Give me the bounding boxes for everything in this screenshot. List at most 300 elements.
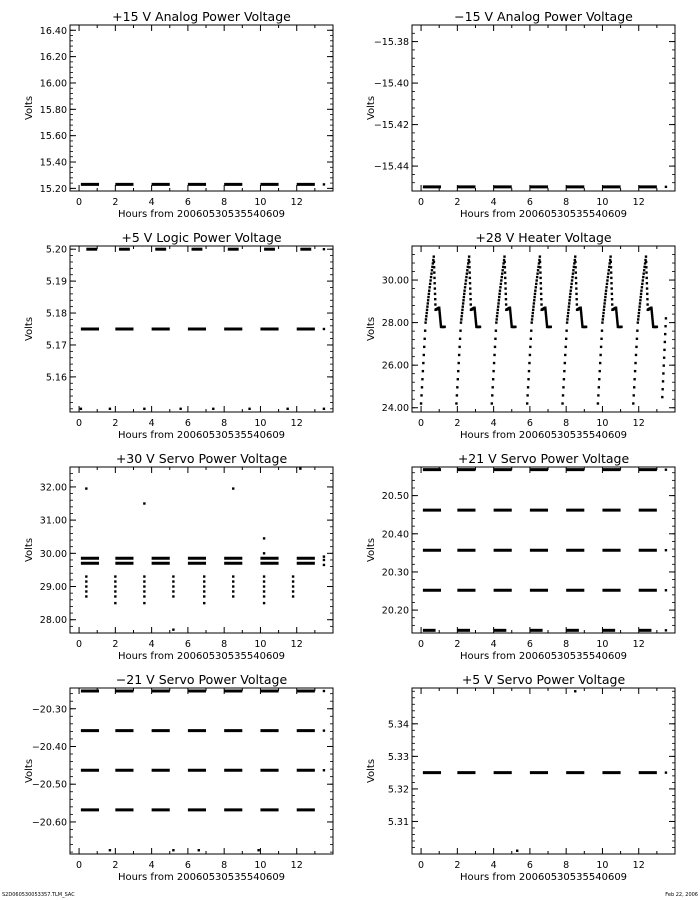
chart-panel-1 [24,9,333,220]
x-tick-label: 6 [184,197,191,208]
x-axis-label: Hours from 20060530535540609 [117,209,286,220]
data-point [461,312,463,314]
x-axis-label: Hours from 20060530535540609 [459,651,628,662]
data-point [575,271,577,273]
data-point [639,299,641,301]
x-axis-label: Hours from 20060530535540609 [459,209,628,220]
y-tick-label: 5.34 [387,719,409,731]
chart-title: +21 V Servo Power Voltage [457,451,630,466]
data-point [433,255,435,257]
x-tick-label: 12 [632,639,645,650]
y-tick-label: 29.00 [39,582,67,594]
data-point [433,261,435,263]
data-point [532,305,534,307]
data-point [491,402,493,404]
x-tick-label: 6 [526,418,533,429]
x-tick-label: 8 [563,639,570,650]
data-point [459,330,461,332]
data-point [572,272,574,274]
data-point [420,402,422,404]
data-point [537,269,539,271]
data-point [504,287,506,289]
data-point [575,277,577,279]
data-point [460,321,462,323]
data-point [567,315,569,317]
data-point [602,315,604,317]
data-point [505,303,507,305]
x-tick-label: 6 [184,860,191,871]
data-point [203,575,205,577]
data-point [639,302,641,304]
data-point [469,298,471,300]
data-point [540,293,542,295]
data-point [637,318,639,320]
data-point [641,283,643,285]
data-point [433,271,435,273]
data-point [494,338,496,340]
y-axis-label: Volts [366,95,377,121]
data-point [433,266,435,268]
data-point [605,293,607,295]
data-point [531,318,533,320]
data-point [423,346,425,348]
data-point [637,315,639,317]
y-tick-label: 30.00 [381,275,409,287]
data-point [497,305,499,307]
data-point [665,629,667,631]
data-point [458,362,460,364]
data-point [643,272,645,274]
data-point [232,487,234,489]
data-point [645,255,647,257]
chart-title: +30 V Servo Power Voltage [115,451,288,466]
data-point [468,261,470,263]
data-point [492,370,494,372]
data-point [526,402,528,404]
x-tick-label: 4 [490,418,497,429]
data-point [495,330,497,332]
data-point [533,299,535,301]
data-point [299,467,301,469]
data-point [143,580,145,582]
data-point [422,370,424,372]
data-point [203,590,205,592]
data-marks [423,468,667,631]
data-point [263,595,265,597]
data-point [570,286,572,288]
data-point [550,326,552,328]
data-point [501,272,503,274]
y-axis-label: Volts [366,758,377,784]
data-point [564,362,566,364]
x-tick-label: 10 [596,197,609,208]
x-axis-label: Hours from 20060530535540609 [117,430,286,441]
data-point [456,386,458,388]
chart-title: +15 V Analog Power Voltage [112,9,291,24]
data-point [610,282,612,284]
y-tick-label: −15.44 [373,161,409,173]
data-point [434,287,436,289]
y-axis-label: Volts [24,316,35,342]
data-point [514,326,516,328]
data-point [570,283,572,285]
data-point [504,282,506,284]
data-point [575,282,577,284]
y-axis-label: Volts [366,537,377,563]
data-point [203,585,205,587]
data-point [532,312,534,314]
data-point [611,298,613,300]
data-point [323,690,325,692]
data-point [232,580,234,582]
chart-panel-3 [24,230,333,441]
data-point [426,305,428,307]
data-point [636,330,638,332]
data-point [611,303,613,305]
y-tick-label: −15.40 [373,78,409,90]
data-point [85,580,87,582]
data-point [539,277,541,279]
data-point [114,595,116,597]
y-tick-label: 16.00 [39,78,67,90]
data-point [637,321,639,323]
data-point [457,378,459,380]
data-point [567,312,569,314]
data-point [640,289,642,291]
data-point [172,849,174,851]
data-point [434,293,436,295]
data-point [460,318,462,320]
data-point [263,602,265,604]
data-point [114,590,116,592]
data-point [263,580,265,582]
data-point [665,549,667,551]
data-point [665,186,667,188]
data-point [198,849,200,851]
x-tick-label: 4 [148,639,155,650]
x-tick-label: 8 [563,197,570,208]
data-point [571,276,573,278]
data-point [563,370,565,372]
data-point [462,302,464,304]
data-point [662,380,664,382]
data-point [263,590,265,592]
data-point [425,312,427,314]
y-tick-label: 24.00 [381,403,409,415]
x-tick-label: 0 [76,639,83,650]
data-point [143,502,145,504]
data-point [532,309,534,311]
data-point [429,279,431,281]
x-tick-label: 4 [148,197,155,208]
data-point [610,261,612,263]
data-point [606,279,608,281]
data-point [531,315,533,317]
y-tick-label: 20.30 [381,567,409,579]
data-point [529,354,531,356]
data-point [570,289,572,291]
x-tick-label: 4 [490,197,497,208]
data-point [610,287,612,289]
x-tick-label: 10 [596,860,609,871]
data-point [533,302,535,304]
data-point [635,346,637,348]
data-point [540,298,542,300]
data-point [563,378,565,380]
data-point [606,283,608,285]
data-point [430,272,432,274]
data-point [504,277,506,279]
footer-date-label: Feb 22, 2006 [665,892,698,898]
data-point [646,293,648,295]
data-point [562,394,564,396]
data-point [562,386,564,388]
y-tick-label: 5.32 [387,784,409,796]
x-tick-label: 10 [254,418,267,429]
data-point [575,293,577,295]
data-point [645,271,647,273]
x-tick-label: 2 [112,860,119,871]
y-tick-label: 32.00 [39,482,67,494]
data-point [646,282,648,284]
data-point [602,318,604,320]
data-point [662,372,664,374]
y-tick-label: 20.40 [381,529,409,541]
data-point [203,602,205,604]
data-point [611,293,613,295]
data-point [114,575,116,577]
data-point [434,298,436,300]
data-point [535,283,537,285]
data-point [460,315,462,317]
data-point [540,303,542,305]
data-point [597,394,599,396]
data-point [323,564,325,566]
data-point [598,386,600,388]
data-point [323,408,325,410]
data-point [600,346,602,348]
data-point [430,276,432,278]
data-point [263,537,265,539]
data-point [466,272,468,274]
data-point [536,272,538,274]
x-tick-label: 8 [221,860,228,871]
x-tick-label: 2 [112,197,119,208]
data-point [646,287,648,289]
data-point [323,248,325,250]
data-point [469,293,471,295]
data-point [640,296,642,298]
data-point [429,283,431,285]
x-tick-label: 12 [632,860,645,871]
data-point [468,271,470,273]
data-point [600,338,602,340]
y-tick-label: −20.30 [31,704,67,716]
data-point [463,293,465,295]
data-point [143,575,145,577]
data-point [496,318,498,320]
data-point [426,309,428,311]
x-tick-label: 6 [184,418,191,429]
data-point [610,271,612,273]
y-tick-label: 20.20 [381,605,409,617]
data-point [526,394,528,396]
data-point [527,378,529,380]
data-point [643,269,645,271]
x-tick-label: 0 [76,418,83,429]
data-point [664,333,666,335]
data-point [633,394,635,396]
data-point [569,296,571,298]
y-tick-label: 15.60 [39,131,67,143]
data-point [575,298,577,300]
data-point [443,326,445,328]
x-tick-label: 12 [290,860,303,871]
plot-frame [412,246,675,412]
data-point [505,293,507,295]
data-point [425,315,427,317]
chart-panel-7 [24,672,333,883]
data-point [499,286,501,288]
data-point [610,266,612,268]
plot-frame [70,25,333,191]
data-point [638,305,640,307]
data-point [572,269,574,271]
data-marks [423,690,667,852]
data-point [540,287,542,289]
data-point [465,279,467,281]
data-point [567,309,569,311]
data-point [602,312,604,314]
data-point [468,266,470,268]
data-point [503,255,505,257]
data-point [424,330,426,332]
x-tick-label: 0 [76,197,83,208]
y-tick-label: −15.42 [373,120,409,132]
data-point [179,408,181,410]
x-tick-label: 12 [632,197,645,208]
data-point [420,394,422,396]
data-point [143,602,145,604]
data-point [109,408,111,410]
data-point [457,370,459,372]
data-marks [81,183,325,185]
data-point [323,183,325,185]
data-point [421,378,423,380]
y-tick-label: −20.40 [31,741,67,753]
y-tick-label: 28.00 [381,318,409,330]
x-tick-label: 2 [112,639,119,650]
data-point [172,580,174,582]
data-point [462,299,464,301]
data-point [143,585,145,587]
chart-panel-6 [366,451,675,662]
data-point [500,279,502,281]
data-point [323,559,325,561]
data-point [609,255,611,257]
plot-frame [412,25,675,191]
data-point [203,580,205,582]
data-point [434,303,436,305]
data-marks [423,186,667,188]
data-point [641,286,643,288]
data-point [516,850,518,852]
data-point [664,341,666,343]
data-point [85,575,87,577]
data-point [427,296,429,298]
y-tick-label: 5.31 [387,816,409,828]
data-point [323,729,325,731]
y-tick-label: 5.33 [387,751,409,763]
data-point [599,362,601,364]
data-point [665,771,667,773]
data-point [539,266,541,268]
data-point [633,386,635,388]
data-point [574,255,576,257]
data-point [638,309,640,311]
data-point [664,325,666,327]
y-tick-label: 5.17 [45,340,67,352]
data-point [172,575,174,577]
data-point [529,346,531,348]
chart-panel-2 [366,9,675,220]
data-point [646,303,648,305]
data-point [528,362,530,364]
y-tick-label: 20.50 [381,491,409,503]
data-point [463,289,465,291]
chart-title: +5 V Logic Power Voltage [121,230,282,245]
data-point [85,487,87,489]
data-point [263,585,265,587]
x-tick-label: 10 [254,197,267,208]
data-point [421,386,423,388]
data-point [601,330,603,332]
data-point [661,388,663,390]
data-point [568,299,570,301]
data-point [569,293,571,295]
x-tick-label: 2 [454,639,461,650]
x-tick-label: 12 [290,418,303,429]
data-point [528,370,530,372]
data-point [576,303,578,305]
data-marks [81,690,325,852]
data-point [605,286,607,288]
data-point [632,402,634,404]
data-point [574,261,576,263]
data-point [427,299,429,301]
y-tick-label: 28.00 [39,615,67,627]
data-point [109,849,111,851]
y-tick-label: 15.40 [39,157,67,169]
x-tick-label: 6 [526,639,533,650]
data-point [656,326,658,328]
data-marks [81,467,325,630]
chart-title: +28 V Heater Voltage [475,230,612,245]
data-point [323,555,325,557]
data-point [80,408,82,410]
data-point [527,386,529,388]
y-axis-label: Volts [24,537,35,563]
data-point [575,287,577,289]
data-point [566,321,568,323]
data-point [501,269,503,271]
x-tick-label: 12 [290,639,303,650]
x-axis-label: Hours from 20060530535540609 [459,430,628,441]
data-point [535,286,537,288]
data-point [665,317,667,319]
data-point [323,328,325,330]
data-point [465,276,467,278]
